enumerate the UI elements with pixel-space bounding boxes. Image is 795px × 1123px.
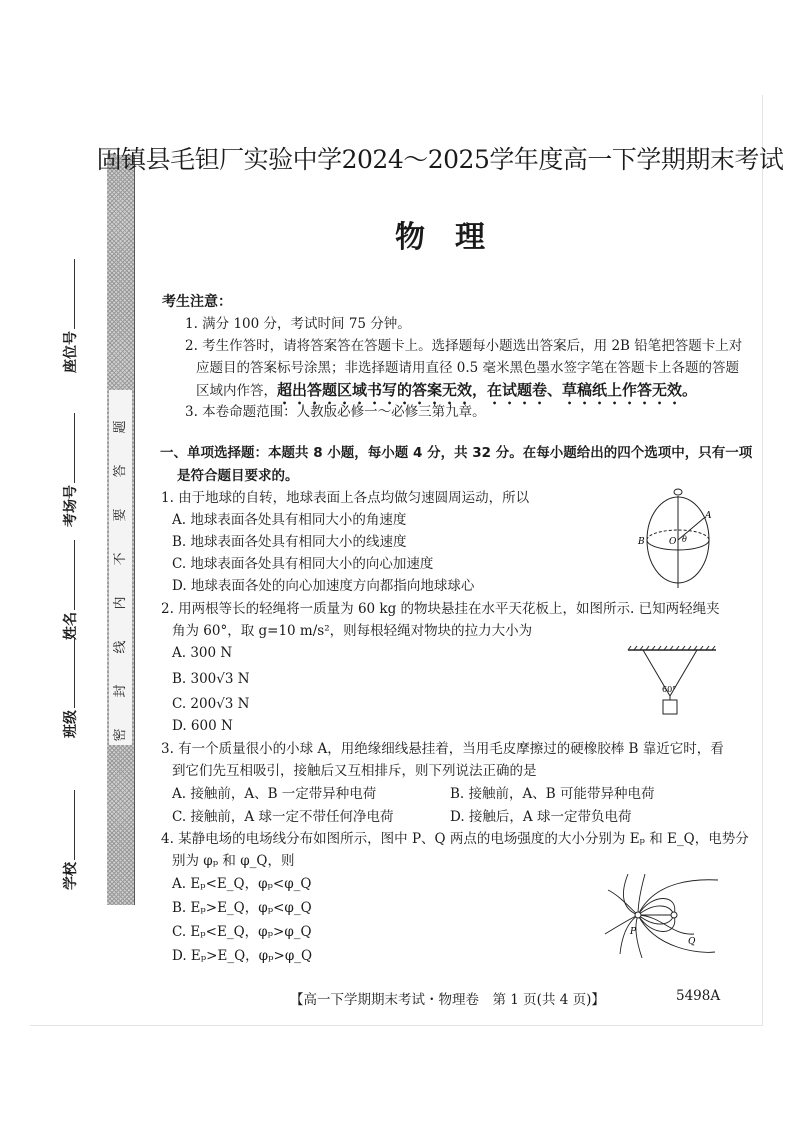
option-b: B. 地球表面各处具有相同大小的线速度 <box>172 534 407 550</box>
field-label: 座位号 <box>63 331 79 373</box>
field-blank[interactable] <box>74 638 75 708</box>
option-b: B. 接触前，A、B 可能带异种电荷 <box>450 786 655 802</box>
page-border-bottom <box>30 1025 763 1026</box>
section-heading: 一、单项选择题：本题共 8 小题，每小题 4 分，共 32 分。在每小题给出的四个选项中，只有一项 <box>160 445 753 461</box>
notes-heading: 考生注意： <box>162 294 232 310</box>
label-p: P <box>630 927 637 937</box>
emphasis-text: 超出答题区域书写的答案无效，在试题卷、草稿纸上作答无效。 <box>277 381 698 399</box>
option-a: A. 300 N <box>172 645 233 661</box>
field-label: 班级 <box>63 710 79 738</box>
label-o: O <box>669 537 677 547</box>
question-stem: 1. 由于地球的自转，地球表面上各点均做匀速圆周运动，所以 <box>161 490 530 506</box>
seal-char: 密 <box>113 728 128 742</box>
note-item: 3. 本卷命题范围：人教版必修一～必修三第九章。 <box>185 404 486 420</box>
label-b: B <box>638 537 645 547</box>
option-d: D. 接触后，A 球一定带负电荷 <box>450 809 632 825</box>
field-label: 姓名 <box>63 612 79 640</box>
paper-code: 5498A <box>676 988 721 1004</box>
question-stem: 4. 某静电场的电场线分布如图所示，图中 P、Q 两点的电场强度的大小分别为 Eₚ 和 E_Q，电势分 <box>161 831 749 847</box>
exam-title: 固镇县毛钽厂实验中学2024～2025学年度高一下学期期末考试 <box>96 145 784 174</box>
question-stem: 3. 有一个质量很小的小球 A，用绝缘细线悬挂着，当用毛皮摩擦过的硬橡胶棒 B 靠近它时，看 <box>161 741 724 757</box>
ceiling-rope-figure <box>620 644 720 720</box>
name-field[interactable] <box>60 540 80 640</box>
option-d: D. Eₚ>E_Q，φₚ>φ_Q <box>172 948 313 964</box>
option-d: D. 地球表面各处的向心加速度方向都指向地球球心 <box>172 578 475 594</box>
subject-title: 物 理 <box>395 220 485 255</box>
question-stem: 角为 60°，取 g=10 m/s²，则每根轻绳对物块的拉力大小为 <box>172 623 533 639</box>
note-item: 2. 考生作答时，请将答案答在答题卡上。选择题每小题选出答案后，用 2B 铅笔把答题卡上对 <box>185 338 743 354</box>
field-blank[interactable] <box>74 790 75 860</box>
option-c: C. Eₚ<E_Q，φₚ>φ_Q <box>172 924 312 940</box>
option-c: C. 200√3 N <box>172 696 250 712</box>
section-heading: 是符合题目要求的。 <box>177 468 299 484</box>
label-q: Q <box>688 937 696 947</box>
note-item: 1. 满分 100 分，考试时间 75 分钟。 <box>185 316 411 332</box>
option-c: C. 接触前，A 球一定不带任何净电荷 <box>172 809 394 825</box>
seat-number-field[interactable] <box>60 259 80 373</box>
seal-char: 题 <box>113 420 128 434</box>
question-stem: 到它们先互相吸引，接触后又互相排斥，则下列说法正确的是 <box>172 763 537 779</box>
option-a: A. 地球表面各处具有相同大小的角速度 <box>172 512 407 528</box>
exam-room-field[interactable] <box>60 413 80 527</box>
option-b: B. Eₚ>E_Q，φₚ<φ_Q <box>172 900 312 916</box>
option-a: A. 接触前，A、B 一定带异种电荷 <box>172 786 377 802</box>
field-label: 学校 <box>63 862 79 890</box>
page-footer: 【高一下学期期末考试・物理卷 第 1 页(共 4 页)】 <box>290 992 605 1008</box>
option-c: C. 地球表面各处具有相同大小的向心加速度 <box>172 556 434 572</box>
seal-char: 内 <box>113 596 128 610</box>
question-stem: 别为 φₚ 和 φ_Q，则 <box>172 853 295 869</box>
electric-field-figure <box>600 874 720 964</box>
seal-char: 答 <box>113 464 128 478</box>
seal-char: 封 <box>113 684 128 698</box>
option-d: D. 600 N <box>172 718 233 734</box>
option-b: B. 300√3 N <box>172 671 250 687</box>
seal-char: 线 <box>113 640 128 654</box>
field-blank[interactable] <box>74 259 75 329</box>
field-blank[interactable] <box>74 540 75 610</box>
field-label: 考场号 <box>63 485 79 527</box>
class-field[interactable] <box>60 638 80 738</box>
seal-char: 要 <box>113 508 128 522</box>
seal-char: 不 <box>113 552 128 566</box>
question-stem: 2. 用两根等长的轻绳将一质量为 60 kg 的物块悬挂在水平天花板上，如图所示. 已知两轻绳夹 <box>161 601 720 617</box>
option-a: A. Eₚ<E_Q，φₚ<φ_Q <box>172 876 312 892</box>
field-blank[interactable] <box>74 413 75 483</box>
label-theta: θ <box>682 535 687 544</box>
note-text: 区域内作答， <box>196 383 277 399</box>
label-a: A <box>705 511 712 521</box>
note-item: 应题目的答案标号涂黑；非选择题请用直径 0.5 毫米黑色墨水签字笔在答题卡上各题的答题 <box>196 360 740 376</box>
earth-rotation-figure <box>628 484 728 590</box>
school-field[interactable] <box>60 790 80 890</box>
angle-label: 60° <box>662 685 677 694</box>
